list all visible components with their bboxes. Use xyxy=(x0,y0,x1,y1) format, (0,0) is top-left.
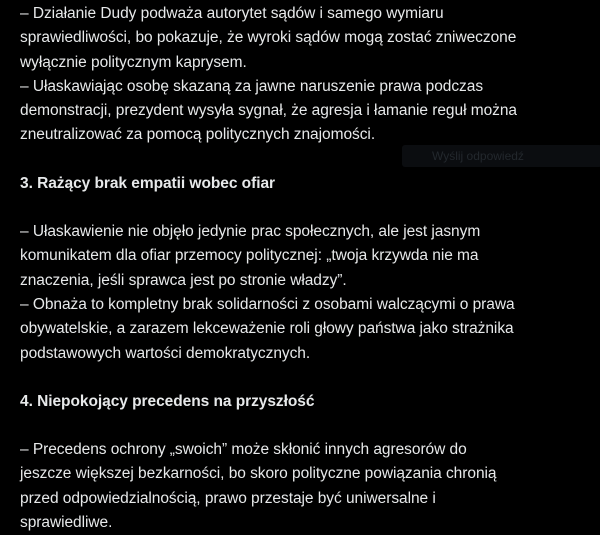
text-line: – Działanie Dudy podważa autorytet sądów i samego wymiaru xyxy=(20,5,444,22)
text-line: – Ułaskawiając osobę skazaną za jawne naruszenie prawa podczas xyxy=(20,77,484,95)
text-line: obywatelskie, a zarazem lekceważenie roli głowy państwa jako strażnika xyxy=(20,320,514,338)
section-heading-3: 3. Rażący brak empatii wobec ofiar xyxy=(20,174,276,192)
text-line: – Obnaża to kompletny brak solidarności z osobami walczącymi o prawa xyxy=(20,295,515,313)
text-line: – Ułaskawienie nie objęło jedynie prac społecznych, ale jest jasnym xyxy=(20,223,481,241)
text-line: sprawiedliwości, bo pokazuje, że wyroki sądów mogą zostać zniweczone xyxy=(20,29,517,47)
section-heading-4: 4. Niepokojący precedens na przyszłość xyxy=(20,392,315,410)
faded-reply-overlay: Wyślij odpowiedź xyxy=(402,145,600,167)
text-line: podstawowych wartości demokratycznych. xyxy=(20,344,311,362)
paragraph-gap xyxy=(20,366,590,390)
text-line: wyłącznie politycznym kaprysem. xyxy=(20,53,247,71)
text-line: – Precedens ochrony „swoich” może skłonić innych agresorów do xyxy=(20,441,467,459)
text-line: komunikatem dla ofiar przemocy politycznej: „twoja krzywda nie ma xyxy=(20,247,479,265)
text-line: sprawiedliwe. xyxy=(20,514,113,532)
post-text xyxy=(20,0,590,535)
paragraph-gap xyxy=(20,196,590,220)
paragraph-gap xyxy=(20,148,590,172)
paragraph-gap xyxy=(20,414,590,438)
text-line: demonstracji, prezydent wysyła sygnał, że agresja i łamanie reguł można xyxy=(20,102,517,120)
text-line: jeszcze większej bezkarności, bo skoro polityczne powiązania chronią xyxy=(20,465,497,483)
text-line: zneutralizować za pomocą politycznych znajomości. xyxy=(20,126,376,144)
text-line: znaczenia, jeśli sprawca jest po stronie władzy”. xyxy=(20,271,347,289)
text-line: przed odpowiedzialnością, prawo przestaje być uniwersalne i xyxy=(20,489,436,507)
